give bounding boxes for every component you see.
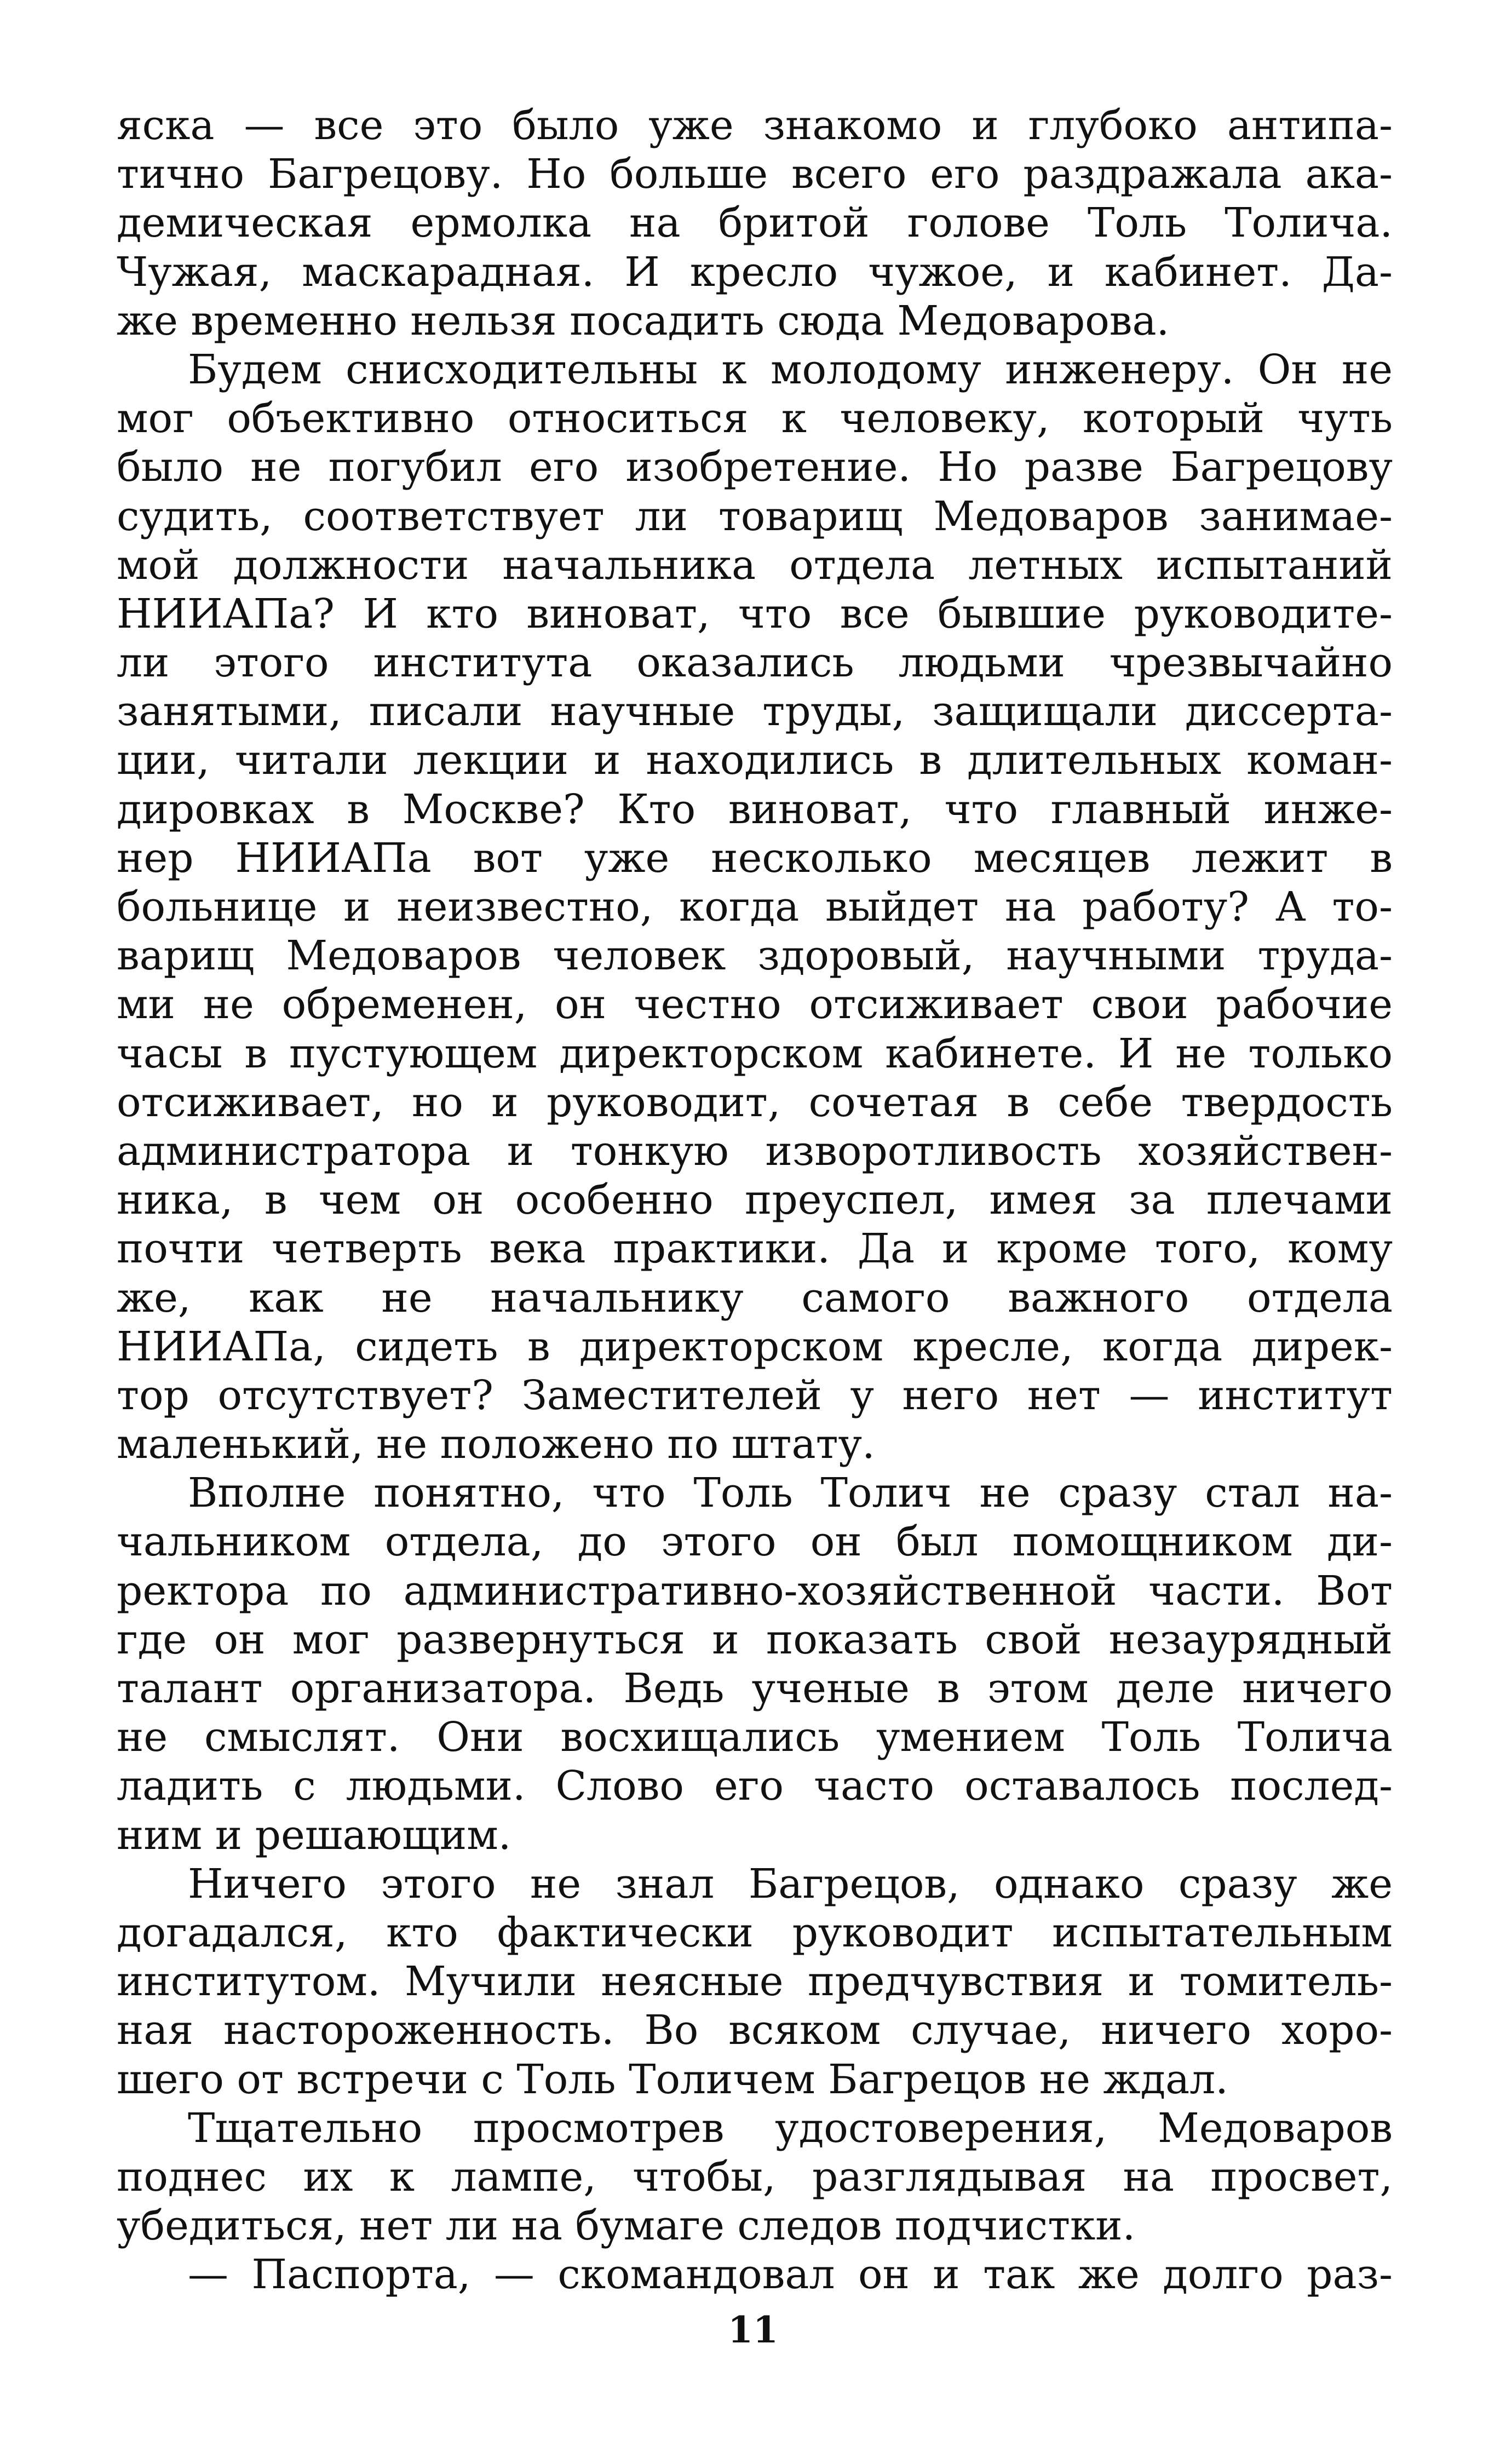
text-line: НИИАПа? И кто виноват, что все бывшие руководите- xyxy=(117,590,1393,637)
text-line: Ничего этого не знал Багрецов, однако сразу же xyxy=(188,1860,1393,1908)
text-line: — Паспорта, — скомандовал он и так же долго раз- xyxy=(188,2251,1393,2299)
text-line: Чужая, маскарадная. И кресло чужое, и кабинет. Да- xyxy=(117,248,1393,296)
text-line: мой должности начальника отдела летных испытаний xyxy=(117,541,1393,589)
text-line: яска — все это было уже знакомо и глубоко антипа- xyxy=(117,102,1393,149)
text-line: Тщательно просмотрев удостоверения, Медоваров xyxy=(188,2104,1393,2152)
text-line: догадался, кто фактически руководит испытательным xyxy=(117,1909,1393,1956)
text-line: Будем снисходительны к молодому инженеру. Он не xyxy=(188,346,1393,393)
text-line: судить, соответствует ли товарищ Медоваров занимае- xyxy=(117,492,1393,540)
text-line: отсиживает, но и руководит, сочетая в себе твердость xyxy=(117,1078,1393,1126)
text-line: нер НИИАПа вот уже несколько месяцев лежит в xyxy=(117,834,1393,882)
text-line: занятыми, писали научные труды, защищали диссерта- xyxy=(117,688,1393,736)
text-line: администратора и тонкую изворотливость хозяйствен- xyxy=(117,1127,1393,1175)
text-line: мог объективно относиться к человеку, который чуть xyxy=(117,395,1393,443)
text-line: демическая ермолка на бритой голове Толь Толича. xyxy=(117,199,1393,247)
text-line: ции, читали лекции и находились в длительных коман- xyxy=(117,737,1393,784)
text-line: убедиться, нет ли на бумаге следов подчистки. xyxy=(117,2202,1136,2250)
text-line: же временно нельзя посадить сюда Медоварова. xyxy=(117,297,1170,344)
text-line: тично Багрецову. Но больше всего его раздражала ака- xyxy=(117,151,1393,198)
text-line: ним и решающим. xyxy=(117,1811,511,1859)
text-line: шего от встречи с Толь Толичем Багрецов не ждал. xyxy=(117,2055,1228,2103)
text-line: варищ Медоваров человек здоровый, научными труда- xyxy=(117,932,1393,980)
text-line: ладить с людьми. Слово его часто оставалось послед- xyxy=(117,1762,1393,1810)
text-line: же, как не начальнику самого важного отдела xyxy=(117,1274,1393,1322)
text-line: ректора по административно-хозяйственной части. Вот xyxy=(117,1567,1393,1615)
text-line: ли этого института оказались людьми чрезвычайно xyxy=(117,639,1393,687)
text-line: тор отсутствует? Заместителей у него нет — институт xyxy=(117,1371,1393,1419)
text-line: почти четверть века практики. Да и кроме того, кому xyxy=(117,1225,1393,1273)
text-line: было не погубил его изобретение. Но разве Багрецову xyxy=(117,444,1393,491)
text-line: не смыслят. Они восхищались умением Толь Толича xyxy=(117,1714,1393,1761)
text-line: маленький, не положено по штату. xyxy=(117,1421,875,1468)
body-text xyxy=(117,101,1393,2299)
text-line: Вполне понятно, что Толь Толич не сразу стал на- xyxy=(188,1469,1393,1517)
text-line: дировках в Москве? Кто виноват, что главный инже- xyxy=(117,785,1393,833)
page-number: 11 xyxy=(728,2308,778,2351)
text-line: поднес их к лампе, чтобы, разглядывая на просвет, xyxy=(117,2153,1393,2201)
text-line: ника, в чем он особенно преуспел, имея за плечами xyxy=(117,1176,1393,1224)
text-line: чальником отдела, до этого он был помощником ди- xyxy=(117,1518,1393,1566)
text-line: талант организатора. Ведь ученые в этом деле ничего xyxy=(117,1665,1393,1712)
text-line: ми не обременен, он честно отсиживает свои рабочие xyxy=(117,981,1393,1029)
text-line: больнице и неизвестно, когда выйдет на работу? А то- xyxy=(117,883,1393,931)
text-line: НИИАПа, сидеть в директорском кресле, когда дирек- xyxy=(117,1323,1393,1370)
text-line: где он мог развернуться и показать свой незаурядный xyxy=(117,1616,1393,1663)
text-line: институтом. Мучили неясные предчувствия и томитель- xyxy=(117,1958,1393,2006)
text-line: ная настороженность. Во всяком случае, ничего хоро- xyxy=(117,2007,1393,2054)
text-line: часы в пустующем директорском кабинете. И не только xyxy=(117,1030,1393,1077)
